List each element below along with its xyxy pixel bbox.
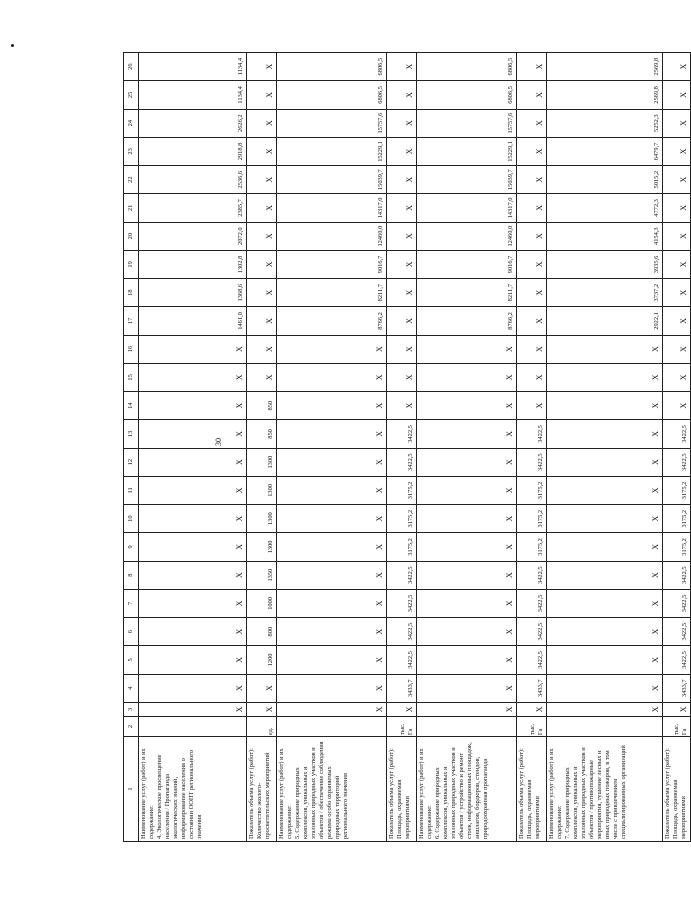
- value-cell: X: [517, 250, 547, 278]
- value-cell: X: [517, 702, 547, 716]
- value-cell: X: [663, 363, 691, 391]
- column-number: 14: [124, 392, 139, 420]
- value-cell: X: [663, 81, 691, 109]
- value-cell: X: [663, 166, 691, 194]
- value-cell: X: [387, 137, 417, 165]
- unit-cell: тыс. Га: [387, 716, 417, 736]
- value-cell: 1300: [247, 448, 277, 476]
- value-cell: 1461,0: [139, 307, 247, 335]
- column-number: 18: [124, 279, 139, 307]
- value-cell: 6806,5: [417, 53, 517, 81]
- value-cell: 6806,5: [277, 53, 387, 81]
- column-number: 24: [124, 109, 139, 137]
- scan-speck: [11, 44, 14, 47]
- value-cell: X: [387, 194, 417, 222]
- service-name-cell: Показатель объема услуг (работ): Площадь, охраняемая мероприятиями: [387, 737, 417, 842]
- value-cell: X: [139, 476, 247, 504]
- value-cell: X: [663, 53, 691, 81]
- value-cell: X: [517, 307, 547, 335]
- table-row: [387, 53, 417, 842]
- value-cell: X: [247, 81, 277, 109]
- value-cell: X: [663, 137, 691, 165]
- value-cell: X: [387, 109, 417, 137]
- value-cell: X: [547, 674, 663, 702]
- page-number: 30: [214, 438, 223, 446]
- value-cell: 3175,2: [517, 505, 547, 533]
- column-number: 13: [124, 420, 139, 448]
- value-cell: 3422,5: [387, 618, 417, 646]
- value-cell: X: [663, 279, 691, 307]
- column-number: 7: [124, 589, 139, 617]
- value-cell: 4154,3: [547, 222, 663, 250]
- value-cell: 1000: [247, 589, 277, 617]
- column-number: 8: [124, 561, 139, 589]
- service-name-cell: Показатель объема услуг (работ): Количество эколого-просветительских мероприятий: [247, 737, 277, 842]
- value-cell: X: [547, 420, 663, 448]
- value-cell: X: [417, 420, 517, 448]
- table-row: [247, 53, 277, 842]
- service-name-cell: Наименование услуг (работ) и их содержание: 7. Содержание природных комплексов, уникальных и эталонных природных участков и объектов / противопожарные мероприятия, тушение лесных и иных природных пожаров, в том числе с привлечением специализированных организаций: [547, 737, 663, 842]
- value-cell: 1300: [247, 505, 277, 533]
- value-cell: 8766,2: [277, 307, 387, 335]
- column-number: 4: [124, 674, 139, 702]
- value-cell: X: [247, 53, 277, 81]
- value-cell: X: [247, 674, 277, 702]
- value-cell: X: [387, 81, 417, 109]
- value-cell: X: [277, 561, 387, 589]
- value-cell: X: [247, 194, 277, 222]
- value-cell: 3422,5: [517, 561, 547, 589]
- value-cell: X: [387, 335, 417, 363]
- value-cell: X: [547, 335, 663, 363]
- rotated-table-wrapper: [123, 52, 691, 842]
- value-cell: X: [663, 194, 691, 222]
- value-cell: 1350: [247, 561, 277, 589]
- value-cell: X: [247, 702, 277, 716]
- value-cell: X: [277, 589, 387, 617]
- value-cell: 1302,8: [139, 250, 247, 278]
- value-cell: X: [277, 335, 387, 363]
- value-cell: X: [547, 363, 663, 391]
- value-cell: X: [247, 137, 277, 165]
- unit-cell: [139, 716, 247, 736]
- value-cell: X: [139, 561, 247, 589]
- value-cell: X: [139, 646, 247, 674]
- value-cell: X: [387, 166, 417, 194]
- value-cell: X: [387, 702, 417, 716]
- value-cell: 2569,8: [547, 53, 663, 81]
- service-name-cell: Наименование услуг (работ) и их содержание: 6. Содержание природных комплексов, уникальных и эталонных природных участков и объектов / устройство и ремонт стоек, информационных площадок, аншлагов, бордюров, стендов, природоохранная пропаганда: [417, 737, 517, 842]
- value-cell: X: [139, 618, 247, 646]
- value-cell: 1134,4: [139, 53, 247, 81]
- column-number: 16: [124, 335, 139, 363]
- unit-cell: [277, 716, 387, 736]
- column-number: 1: [124, 737, 139, 842]
- value-cell: 15039,7: [277, 166, 387, 194]
- value-cell: X: [417, 448, 517, 476]
- services-table: [123, 52, 691, 842]
- column-number: 17: [124, 307, 139, 335]
- value-cell: 2569,8: [547, 81, 663, 109]
- value-cell: X: [139, 505, 247, 533]
- column-number: 10: [124, 505, 139, 533]
- column-number: 19: [124, 250, 139, 278]
- service-name-cell: Показатель объема услуг (работ): Площадь, охраняемая мероприятиями: [663, 737, 691, 842]
- value-cell: 3422,5: [663, 589, 691, 617]
- value-cell: X: [387, 392, 417, 420]
- value-cell: X: [517, 392, 547, 420]
- value-cell: X: [277, 392, 387, 420]
- value-cell: 3935,6: [547, 250, 663, 278]
- value-cell: X: [277, 363, 387, 391]
- value-cell: X: [547, 702, 663, 716]
- value-cell: X: [387, 222, 417, 250]
- value-cell: X: [277, 646, 387, 674]
- column-number: 22: [124, 166, 139, 194]
- value-cell: X: [547, 392, 663, 420]
- value-cell: X: [417, 392, 517, 420]
- value-cell: X: [277, 420, 387, 448]
- value-cell: 15229,1: [277, 137, 387, 165]
- column-number: 20: [124, 222, 139, 250]
- value-cell: X: [517, 194, 547, 222]
- column-number: 12: [124, 448, 139, 476]
- value-cell: X: [277, 618, 387, 646]
- value-cell: X: [277, 448, 387, 476]
- value-cell: 3433,7: [387, 674, 417, 702]
- column-number: 21: [124, 194, 139, 222]
- value-cell: X: [387, 53, 417, 81]
- value-cell: 15757,6: [277, 109, 387, 137]
- value-cell: X: [247, 335, 277, 363]
- value-cell: X: [547, 646, 663, 674]
- value-cell: 3422,5: [387, 448, 417, 476]
- value-cell: X: [547, 505, 663, 533]
- column-number: 26: [124, 53, 139, 81]
- value-cell: X: [139, 702, 247, 716]
- value-cell: 3422,5: [663, 646, 691, 674]
- value-cell: 15757,6: [417, 109, 517, 137]
- unit-cell: [417, 716, 517, 736]
- value-cell: 3433,7: [517, 674, 547, 702]
- value-cell: X: [517, 222, 547, 250]
- table-row: [139, 53, 247, 842]
- value-cell: 3175,2: [387, 533, 417, 561]
- value-cell: X: [517, 137, 547, 165]
- value-cell: 3175,2: [387, 476, 417, 504]
- value-cell: 5252,3: [547, 109, 663, 137]
- value-cell: X: [417, 533, 517, 561]
- value-cell: 15039,7: [417, 166, 517, 194]
- value-cell: 850: [247, 392, 277, 420]
- value-cell: 2072,0: [139, 222, 247, 250]
- value-cell: X: [517, 81, 547, 109]
- value-cell: 14317,0: [277, 194, 387, 222]
- value-cell: 1300: [247, 533, 277, 561]
- value-cell: 2536,6: [139, 166, 247, 194]
- column-number: 9: [124, 533, 139, 561]
- value-cell: 3175,2: [517, 476, 547, 504]
- value-cell: X: [247, 307, 277, 335]
- value-cell: X: [277, 505, 387, 533]
- value-cell: X: [139, 533, 247, 561]
- value-cell: 850: [247, 420, 277, 448]
- column-number: 11: [124, 476, 139, 504]
- value-cell: 8766,2: [417, 307, 517, 335]
- value-cell: 1134,4: [139, 81, 247, 109]
- value-cell: X: [417, 335, 517, 363]
- value-cell: 3422,5: [517, 420, 547, 448]
- value-cell: X: [277, 533, 387, 561]
- value-cell: X: [417, 476, 517, 504]
- value-cell: 3422,5: [387, 646, 417, 674]
- value-cell: X: [547, 561, 663, 589]
- value-cell: 800: [247, 618, 277, 646]
- value-cell: 6806,5: [417, 81, 517, 109]
- value-cell: X: [139, 420, 247, 448]
- value-cell: X: [417, 589, 517, 617]
- service-name-cell: Наименование услуг (работ) и их содержание: 4. Экологическое просвещение населения / Пропаганда экологических знаний, информирование населения о состоянии ООПТ регионального значения: [139, 737, 247, 842]
- value-cell: 8211,7: [417, 279, 517, 307]
- value-cell: 3422,5: [663, 561, 691, 589]
- table-row: [547, 53, 663, 842]
- value-cell: 3422,5: [517, 589, 547, 617]
- value-cell: X: [247, 250, 277, 278]
- value-cell: X: [387, 307, 417, 335]
- value-cell: 9016,7: [417, 250, 517, 278]
- value-cell: X: [517, 53, 547, 81]
- value-cell: 1200: [247, 646, 277, 674]
- value-cell: 3175,2: [663, 505, 691, 533]
- value-cell: X: [663, 392, 691, 420]
- value-cell: X: [663, 250, 691, 278]
- value-cell: X: [517, 335, 547, 363]
- unit-cell: [547, 716, 663, 736]
- value-cell: X: [247, 279, 277, 307]
- value-cell: X: [417, 702, 517, 716]
- value-cell: 3422,5: [387, 420, 417, 448]
- value-cell: X: [547, 476, 663, 504]
- value-cell: X: [663, 335, 691, 363]
- value-cell: 3175,2: [663, 476, 691, 504]
- table-row: [517, 53, 547, 842]
- value-cell: X: [277, 476, 387, 504]
- value-cell: X: [547, 448, 663, 476]
- value-cell: 9016,7: [277, 250, 387, 278]
- value-cell: X: [517, 279, 547, 307]
- value-cell: X: [247, 109, 277, 137]
- value-cell: 3737,2: [547, 279, 663, 307]
- column-number: 6: [124, 618, 139, 646]
- value-cell: X: [387, 250, 417, 278]
- value-cell: X: [663, 702, 691, 716]
- value-cell: 12460,0: [277, 222, 387, 250]
- value-cell: X: [547, 618, 663, 646]
- unit-cell: тыс. Га: [663, 716, 691, 736]
- service-name-cell: Наименование услуг (работ) и их содержание: 5. Содержание природных комплексов, уникальных и эталонных природных участков и объектов / обеспечение соблюдения режима особо охраняемых природных территорий регионального значения: [277, 737, 387, 842]
- value-cell: X: [417, 561, 517, 589]
- value-cell: 6479,7: [547, 137, 663, 165]
- value-cell: X: [277, 674, 387, 702]
- value-cell: X: [387, 363, 417, 391]
- value-cell: X: [547, 589, 663, 617]
- value-cell: 12460,0: [417, 222, 517, 250]
- value-cell: X: [387, 279, 417, 307]
- service-name-cell: Показатель объема услуг (работ): Площадь, охраняемая мероприятиями: [517, 737, 547, 842]
- value-cell: X: [139, 674, 247, 702]
- unit-cell: ед.: [247, 716, 277, 736]
- value-cell: 1300: [247, 476, 277, 504]
- value-cell: X: [417, 674, 517, 702]
- value-cell: X: [663, 307, 691, 335]
- column-number: 25: [124, 81, 139, 109]
- value-cell: 3422,5: [663, 420, 691, 448]
- value-cell: 3422,5: [517, 646, 547, 674]
- value-cell: X: [139, 448, 247, 476]
- table-row: [663, 53, 691, 842]
- value-cell: 3433,7: [663, 674, 691, 702]
- value-cell: 3175,2: [663, 533, 691, 561]
- value-cell: X: [247, 166, 277, 194]
- value-cell: X: [663, 109, 691, 137]
- value-cell: X: [517, 363, 547, 391]
- value-cell: X: [139, 589, 247, 617]
- value-cell: X: [247, 222, 277, 250]
- value-cell: X: [517, 109, 547, 137]
- value-cell: X: [139, 335, 247, 363]
- value-cell: 4772,3: [547, 194, 663, 222]
- value-cell: 14317,0: [417, 194, 517, 222]
- value-cell: X: [139, 392, 247, 420]
- value-cell: 3175,2: [387, 505, 417, 533]
- value-cell: X: [139, 363, 247, 391]
- value-cell: X: [417, 505, 517, 533]
- value-cell: 3422,5: [387, 589, 417, 617]
- value-cell: 3422,5: [517, 618, 547, 646]
- column-number: 2: [124, 716, 139, 736]
- value-cell: 2385,7: [139, 194, 247, 222]
- value-cell: 2626,2: [139, 109, 247, 137]
- value-cell: X: [417, 646, 517, 674]
- value-cell: 1368,6: [139, 279, 247, 307]
- value-cell: X: [247, 363, 277, 391]
- header-row: [124, 53, 139, 842]
- value-cell: 3422,5: [663, 448, 691, 476]
- value-cell: X: [417, 618, 517, 646]
- value-cell: X: [277, 702, 387, 716]
- value-cell: 3422,5: [517, 448, 547, 476]
- table-row: [417, 53, 517, 842]
- value-cell: 8211,7: [277, 279, 387, 307]
- table-row: [277, 53, 387, 842]
- column-number: 5: [124, 646, 139, 674]
- value-cell: X: [417, 363, 517, 391]
- value-cell: 6806,5: [277, 81, 387, 109]
- column-number: 23: [124, 137, 139, 165]
- value-cell: X: [517, 166, 547, 194]
- value-cell: X: [547, 533, 663, 561]
- value-cell: 15229,1: [417, 137, 517, 165]
- column-number: 15: [124, 363, 139, 391]
- value-cell: 2922,1: [547, 307, 663, 335]
- value-cell: 2918,8: [139, 137, 247, 165]
- value-cell: 5015,2: [547, 166, 663, 194]
- value-cell: 3175,2: [517, 533, 547, 561]
- value-cell: 3422,5: [663, 618, 691, 646]
- unit-cell: тыс. Га: [517, 716, 547, 736]
- column-number: 3: [124, 702, 139, 716]
- value-cell: X: [663, 222, 691, 250]
- value-cell: 3422,5: [387, 561, 417, 589]
